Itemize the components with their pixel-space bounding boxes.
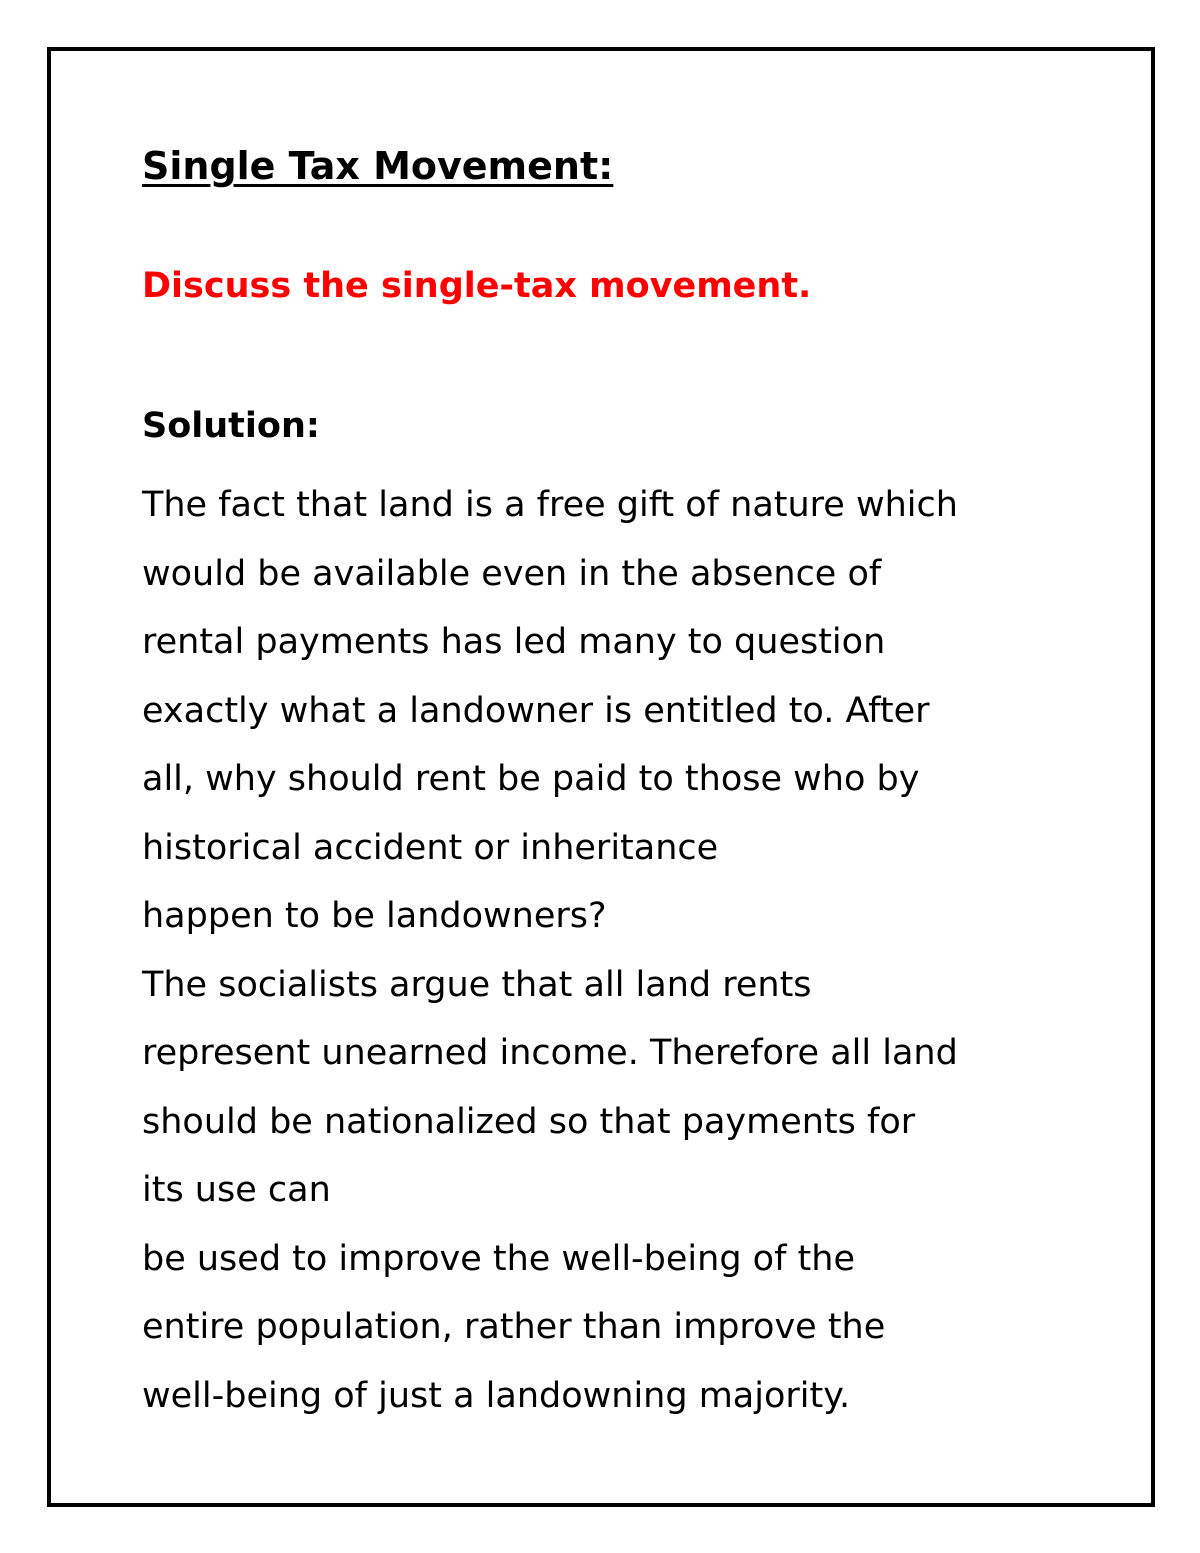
body-line: The fact that land is a free gift of nature which [142, 485, 958, 525]
body-line: would be available even in the absence of [142, 553, 882, 594]
solution-body [142, 471, 958, 1430]
body-line: its use can [142, 1170, 331, 1210]
body-line: exactly what a landowner is entitled to. After [142, 690, 930, 731]
body-line: entire population, rather than improve the [142, 1307, 886, 1347]
body-line: rental payments has led many to question [142, 622, 886, 662]
body-line: happen to be landowners? [142, 896, 607, 936]
body-line: historical accident or inheritance [142, 827, 719, 868]
question-text: Discuss the single-tax movement. [142, 266, 812, 306]
body-line: be used to improve the well-being of the [142, 1238, 855, 1279]
body-line: should be nationalized so that payments for [142, 1101, 916, 1142]
page-title: Single Tax Movement: [142, 144, 614, 188]
body-line: The socialists argue that all land rents [142, 964, 812, 1005]
body-line: well-being of just a landowning majority. [142, 1375, 851, 1416]
body-line: all, why should rent be paid to those who by [142, 759, 920, 799]
body-line: represent unearned income. Therefore all land [142, 1033, 958, 1073]
solution-label: Solution: [142, 406, 320, 446]
